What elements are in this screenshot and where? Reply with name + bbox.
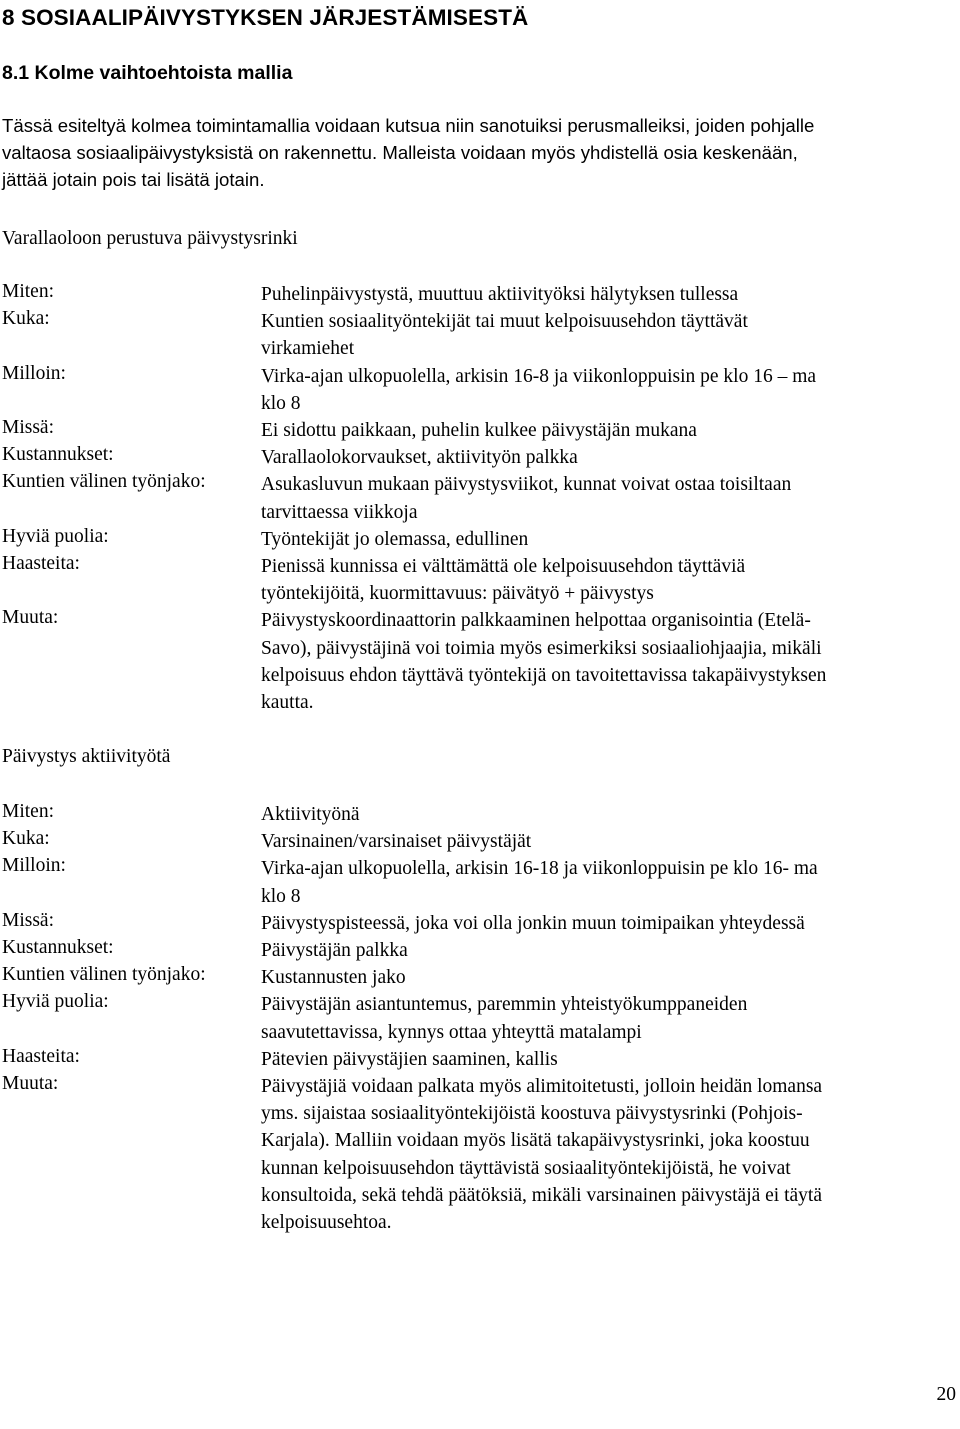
field-label: Missä:: [2, 417, 55, 438]
field-value: [261, 937, 408, 964]
field-value-line: virkamiehet: [261, 338, 355, 360]
field-value-line: Päivystyskoordinaattorin palkkaaminen helpottaa organisointia (Etelä-: [261, 610, 811, 632]
field-value-line: Varsinainen/varsinaiset päivystäjät: [261, 831, 532, 853]
intro-paragraph: [2, 112, 960, 193]
field-value-line: tarvittaessa viikkoja: [261, 501, 418, 523]
field-value-line: konsultoida, sekä tehdä päätöksiä, mikäli varsinainen päivystäjä ei täytä: [261, 1184, 822, 1206]
intro-line: valtaosa sosiaalipäivystyksistä on rakennettu. Malleista voidaan myös yhdistellä osia keskenään,: [2, 142, 798, 163]
field-value-line: yms. sijaistaa sosiaalityöntekijöistä koostuva päivystysrinki (Pohjois-: [261, 1103, 803, 1125]
field-value-line: Virka-ajan ulkopuolella, arkisin 16-8 ja viikonloppuisin pe klo 16 – ma: [261, 365, 817, 387]
field-value-line: klo 8: [261, 885, 301, 907]
field-label: Miten:: [2, 281, 54, 302]
field-label: Missä:: [2, 909, 55, 931]
field-value-line: Pätevien päivystäjien saaminen, kallis: [261, 1048, 558, 1070]
field-value: [261, 281, 738, 308]
field-label: Haasteita:: [2, 1045, 80, 1067]
field-value: [261, 910, 805, 937]
field-value-line: Savo), päivystäjinä voi toimia myös esimerkiksi sosiaaliohjaajia, mikäli: [261, 637, 822, 659]
model1-title: Varallaoloon perustuva päivystysrinki: [2, 228, 298, 249]
field-value: [261, 607, 826, 716]
field-value-line: kunnan kelpoisuusehdon täyttävistä sosiaalityöntekijöistä, he voivat: [261, 1157, 791, 1179]
field-value: [261, 828, 531, 855]
field-value: [261, 308, 748, 362]
field-value-line: Ei sidottu paikkaan, puhelin kulkee päivystäjän mukana: [261, 420, 697, 441]
field-label: Hyviä puolia:: [2, 991, 109, 1013]
field-label: Kuntien välinen työnjako:: [2, 471, 206, 493]
field-label: Kustannukset:: [2, 937, 114, 958]
field-value-line: Aktiivityönä: [261, 804, 360, 825]
field-value: [261, 553, 745, 607]
field-value: [261, 801, 360, 828]
intro-line: Tässä esiteltyä kolmea toimintamallia voidaan kutsua niin sanotuiksi perusmalleiksi, joiden pohjalle: [2, 115, 815, 136]
field-value-line: työntekijöitä, kuormittavuus: päivätyö + päivystys: [261, 583, 654, 605]
field-value-line: Virka-ajan ulkopuolella, arkisin 16-18 ja viikonloppuisin pe klo 16- ma: [261, 858, 818, 880]
field-value-line: Työntekijät jo olemassa, edullinen: [261, 528, 529, 550]
field-value-line: kautta.: [261, 692, 314, 713]
field-value-line: Päivystäjän asiantuntemus, paremmin yhteistyökumppaneiden: [261, 994, 748, 1016]
field-value: [261, 417, 697, 444]
field-label: Kustannukset:: [2, 444, 114, 466]
field-value: [261, 855, 818, 909]
field-value-line: Kustannusten jako: [261, 967, 406, 989]
intro-line: jättää jotain pois tai lisätä jotain.: [2, 169, 265, 190]
field-label: Muuta:: [2, 1073, 59, 1094]
field-label: Kuka:: [2, 828, 50, 850]
field-value-line: Päivystyspisteessä, joka voi olla jonkin muun toimipaikan yhteydessä: [261, 912, 805, 934]
field-value: [261, 964, 406, 991]
field-value-line: kelpoisuus ehdon täyttävä työntekijä on tavoitettavissa takapäivystyksen: [261, 664, 827, 686]
field-value: [261, 444, 578, 471]
field-value: [261, 363, 816, 417]
field-value: [261, 1073, 822, 1236]
field-value-line: klo 8: [261, 392, 301, 414]
field-label: Milloin:: [2, 362, 66, 384]
field-label: Kuntien välinen työnjako:: [2, 964, 206, 986]
field-value-line: Kuntien sosiaalityöntekijät tai muut kelpoisuusehdon täyttävät: [261, 311, 748, 333]
field-label: Hyviä puolia:: [2, 525, 109, 547]
model2-title: Päivystys aktiivityötä: [2, 746, 171, 767]
field-value-line: Karjala). Malliin voidaan myös lisätä takapäivystysrinki, joka koostuu: [261, 1130, 810, 1152]
field-label: Kuka:: [2, 308, 50, 330]
field-value-line: Pienissä kunnissa ei välttämättä ole kelpoisuusehdon täyttäviä: [261, 556, 746, 577]
field-value: [261, 471, 791, 525]
field-value-line: Puhelinpäivystystä, muuttuu aktiivityöksi hälytyksen tullessa: [261, 284, 739, 305]
field-value-line: Päivystäjiä voidaan palkata myös alimitoitetusti, jolloin heidän lomansa: [261, 1076, 823, 1097]
field-value-line: Asukasluvun mukaan päivystysviikot, kunnat voivat ostaa toisiltaan: [261, 474, 792, 496]
field-label: Miten:: [2, 801, 54, 822]
field-value-line: Päivystäjän palkka: [261, 940, 408, 961]
field-label: Haasteita:: [2, 553, 80, 574]
field-value: [261, 526, 528, 553]
field-label: Muuta:: [2, 607, 59, 629]
field-value: [261, 991, 747, 1045]
chapter-heading: 8 SOSIAALIPÄIVYSTYKSEN JÄRJESTÄMISESTÄ: [2, 5, 529, 30]
field-label: Milloin:: [2, 855, 66, 877]
page-number: 20: [936, 1384, 956, 1405]
section-heading: 8.1 Kolme vaihtoehtoista mallia: [2, 62, 293, 84]
field-value-line: saavutettavissa, kynnys ottaa yhteyttä matalampi: [261, 1021, 642, 1043]
field-value-line: kelpoisuusehtoa.: [261, 1212, 392, 1234]
field-value: [261, 1046, 558, 1073]
field-value-line: Varallaolokorvaukset, aktiivityön palkka: [261, 447, 578, 469]
